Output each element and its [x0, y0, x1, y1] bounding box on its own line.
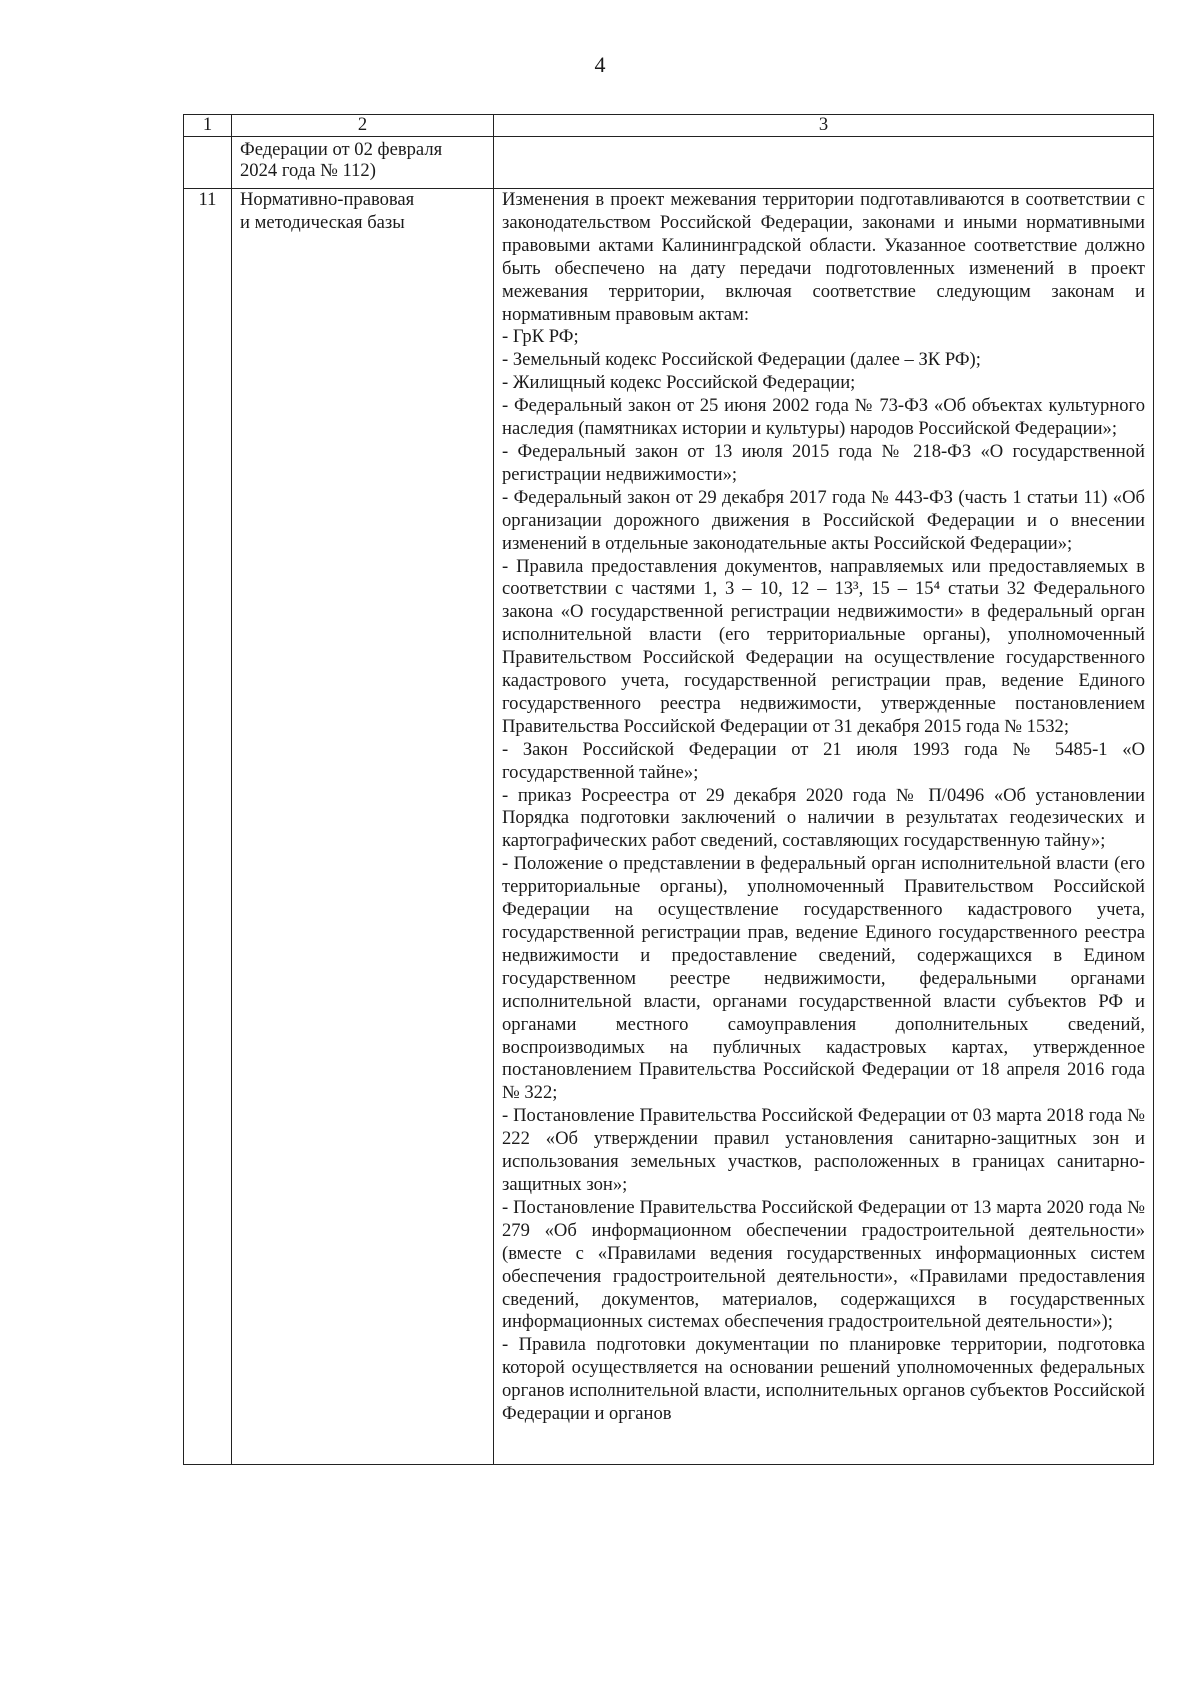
list-item: - Постановление Правительства Российской Федерации от 03 марта 2018 года № 222 «Об утверждении правил установления санитарно-защитных зон и использования земельных участков, расположенных в границах санитарно-защитных зон»;	[502, 1105, 1145, 1195]
document-table	[183, 114, 1154, 1465]
table-header-row	[184, 115, 1154, 137]
list-item: - Правила предоставления документов, направляемых или предоставляемых в соответствии с частями 1, 3 – 10, 12 – 13³, 15 – 15⁴ статьи 32 Федерального закона «О государственной регистрации недвижимости» в федеральный орган исполнительной власти (его территориальные органы), уполномоченный Правительством Российской Федерации на осуществление государственного кадастрового учета, государственной регистрации прав, ведение Единого государственного реестра недвижимости, утвержденные постановлением Правительства Российской Федерации от 31 декабря 2015 года № 1532;	[502, 555, 1145, 737]
intro-paragraph: Изменения в проект межевания территории подготавливаются в соответствии с законодательством Российской Федерации, законами и иными нормативными правовыми актами Калининградской области. Указанное соответствие должно быть обеспечено на дату передачи подготовленных изменений в проект межевания территории, включая соответствие следующим законам и нормативным правовым актам:	[502, 189, 1145, 325]
list-item: - Земельный кодекс Российской Федерации (далее – ЗК РФ);	[502, 349, 981, 371]
list-item: - приказ Росреестра от 29 декабря 2020 года № П/0496 «Об установлении Порядка подготовки заключений о наличии в результатах геодезических и картографических работ сведений, составляющих государственную тайну»;	[502, 784, 1145, 852]
list-item: - Федеральный закон от 29 декабря 2017 года № 443-ФЗ (часть 1 статьи 11) «Об организации дорожного движения в Российской Федерации и о внесении изменений в отдельные законодательные акты Российской Федерации»;	[502, 486, 1145, 554]
header-cell-1: 1	[184, 115, 232, 137]
header-cell-2: 2	[232, 115, 494, 137]
row-content-cell	[494, 189, 1154, 1465]
list-item: - ГрК РФ;	[502, 326, 579, 348]
row-name-line-1: Нормативно-правовая	[240, 189, 415, 210]
list-item: - Федеральный закон от 25 июня 2002 года № 73-ФЗ «Об объектах культурного наследия (памятниках истории и культуры) народов Российской Федерации»;	[502, 395, 1145, 440]
continuation-name-line-2: 2024 года № 112)	[240, 160, 376, 181]
list-item: - Закон Российской Федерации от 21 июля 1993 года № 5485-1 «О государственной тайне»;	[502, 738, 1145, 783]
continuation-name-line-1: Федерации от 02 февраля	[240, 139, 443, 160]
list-item: - Федеральный закон от 13 июля 2015 года № 218-ФЗ «О государственной регистрации недвижимости»;	[502, 440, 1145, 485]
header-cell-3: 3	[494, 115, 1154, 137]
continuation-name-cell	[232, 137, 494, 189]
row-name-cell	[232, 189, 494, 1465]
list-item: - Положение о представлении в федеральный орган исполнительной власти (его территориальные органы), уполномоченный Правительством Российской Федерации на осуществление государственного кадастрового учета, государственной регистрации прав, ведение Единого государственного реестра недвижимости и предоставление сведений, содержащихся в Едином государственном реестре недвижимости, федеральными органами исполнительной власти, органами государственной власти субъектов РФ и органами местного самоуправления дополнительных сведений, воспроизводимых на публичных кадастровых картах, утвержденное постановлением Правительства Российской Федерации от 18 апреля 2016 года № 322;	[502, 853, 1145, 1104]
row-number-cell: 11	[184, 189, 232, 1465]
list-item: - Правила подготовки документации по планировке территории, подготовка которой осуществляется на основании решений уполномоченных федеральных органов исполнительной власти, исполнительных органов субъектов Российской Федерации и органов	[502, 1334, 1145, 1425]
continuation-content-cell	[494, 137, 1154, 189]
row-name-line-2: и методическая базы	[240, 211, 405, 233]
continuation-number-cell	[184, 137, 232, 189]
table-row-continuation	[184, 137, 1154, 189]
list-item: - Жилищный кодекс Российской Федерации;	[502, 372, 856, 394]
table-row-11	[184, 189, 1154, 1465]
list-item: - Постановление Правительства Российской Федерации от 13 марта 2020 года № 279 «Об информационном обеспечении градостроительной деятельности» (вместе с «Правилами ведения государственных информационных систем обеспечения градостроительной деятельности», «Правилами предоставления сведений, документов, материалов, содержащихся в государственных информационных системах обеспечения градостроительной деятельности»);	[502, 1196, 1145, 1333]
page-number: 4	[594, 52, 606, 77]
